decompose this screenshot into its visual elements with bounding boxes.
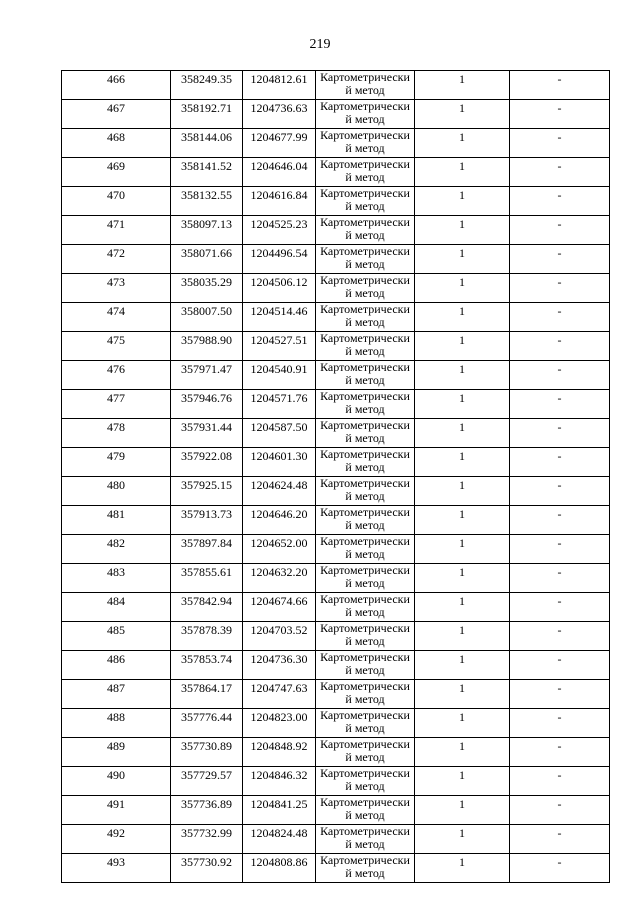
point-number-cell: 467 — [62, 100, 171, 129]
method-cell: Картометрически й метод — [316, 448, 415, 477]
y-coordinate-cell: 1204736.63 — [243, 100, 316, 129]
point-number-cell: 488 — [62, 709, 171, 738]
point-number-cell: 486 — [62, 651, 171, 680]
accuracy-cell: 1 — [415, 651, 510, 680]
x-coordinate-cell: 358071.66 — [171, 245, 243, 274]
table-row — [62, 651, 610, 680]
accuracy-cell: 1 — [415, 245, 510, 274]
description-cell: - — [510, 593, 610, 622]
x-coordinate-cell: 358192.71 — [171, 100, 243, 129]
x-coordinate-cell: 357931.44 — [171, 419, 243, 448]
accuracy-cell: 1 — [415, 709, 510, 738]
method-cell: Картометрически й метод — [316, 245, 415, 274]
description-cell: - — [510, 651, 610, 680]
point-number-cell: 466 — [62, 71, 171, 100]
accuracy-cell: 1 — [415, 332, 510, 361]
y-coordinate-cell: 1204527.51 — [243, 332, 316, 361]
x-coordinate-cell: 358035.29 — [171, 274, 243, 303]
accuracy-cell: 1 — [415, 187, 510, 216]
y-coordinate-cell: 1204616.84 — [243, 187, 316, 216]
table-row — [62, 593, 610, 622]
accuracy-cell: 1 — [415, 622, 510, 651]
description-cell: - — [510, 564, 610, 593]
point-number-cell: 491 — [62, 796, 171, 825]
x-coordinate-cell: 357730.92 — [171, 854, 243, 883]
point-number-cell: 471 — [62, 216, 171, 245]
x-coordinate-cell: 358132.55 — [171, 187, 243, 216]
method-cell: Картометрически й метод — [316, 361, 415, 390]
accuracy-cell: 1 — [415, 564, 510, 593]
x-coordinate-cell: 357853.74 — [171, 651, 243, 680]
y-coordinate-cell: 1204646.20 — [243, 506, 316, 535]
method-cell: Картометрически й метод — [316, 651, 415, 680]
accuracy-cell: 1 — [415, 216, 510, 245]
table-row — [62, 564, 610, 593]
point-number-cell: 479 — [62, 448, 171, 477]
method-cell: Картометрически й метод — [316, 419, 415, 448]
x-coordinate-cell: 357855.61 — [171, 564, 243, 593]
point-number-cell: 475 — [62, 332, 171, 361]
accuracy-cell: 1 — [415, 419, 510, 448]
method-cell: Картометрически й метод — [316, 825, 415, 854]
table-row — [62, 506, 610, 535]
table-row — [62, 187, 610, 216]
y-coordinate-cell: 1204736.30 — [243, 651, 316, 680]
x-coordinate-cell: 358141.52 — [171, 158, 243, 187]
method-cell: Картометрически й метод — [316, 187, 415, 216]
description-cell: - — [510, 361, 610, 390]
description-cell: - — [510, 535, 610, 564]
y-coordinate-cell: 1204587.50 — [243, 419, 316, 448]
description-cell: - — [510, 796, 610, 825]
y-coordinate-cell: 1204841.25 — [243, 796, 316, 825]
x-coordinate-cell: 358097.13 — [171, 216, 243, 245]
method-cell: Картометрически й метод — [316, 564, 415, 593]
method-cell: Картометрически й метод — [316, 100, 415, 129]
description-cell: - — [510, 767, 610, 796]
method-cell: Картометрически й метод — [316, 506, 415, 535]
x-coordinate-cell: 357913.73 — [171, 506, 243, 535]
accuracy-cell: 1 — [415, 767, 510, 796]
method-cell: Картометрически й метод — [316, 332, 415, 361]
point-number-cell: 478 — [62, 419, 171, 448]
y-coordinate-cell: 1204601.30 — [243, 448, 316, 477]
method-cell: Картометрически й метод — [316, 680, 415, 709]
accuracy-cell: 1 — [415, 593, 510, 622]
description-cell: - — [510, 303, 610, 332]
table-row — [62, 361, 610, 390]
description-cell: - — [510, 332, 610, 361]
description-cell: - — [510, 709, 610, 738]
x-coordinate-cell: 357732.99 — [171, 825, 243, 854]
point-number-cell: 481 — [62, 506, 171, 535]
x-coordinate-cell: 357946.76 — [171, 390, 243, 419]
method-cell: Картометрически й метод — [316, 622, 415, 651]
accuracy-cell: 1 — [415, 361, 510, 390]
y-coordinate-cell: 1204747.63 — [243, 680, 316, 709]
table-row — [62, 100, 610, 129]
description-cell: - — [510, 245, 610, 274]
x-coordinate-cell: 357897.84 — [171, 535, 243, 564]
point-number-cell: 490 — [62, 767, 171, 796]
accuracy-cell: 1 — [415, 274, 510, 303]
table-row — [62, 767, 610, 796]
point-number-cell: 474 — [62, 303, 171, 332]
method-cell: Картометрически й метод — [316, 71, 415, 100]
table-row — [62, 158, 610, 187]
table-row — [62, 129, 610, 158]
y-coordinate-cell: 1204496.54 — [243, 245, 316, 274]
y-coordinate-cell: 1204514.46 — [243, 303, 316, 332]
description-cell: - — [510, 448, 610, 477]
point-number-cell: 487 — [62, 680, 171, 709]
table-row — [62, 419, 610, 448]
method-cell: Картометрически й метод — [316, 158, 415, 187]
table-row — [62, 216, 610, 245]
accuracy-cell: 1 — [415, 477, 510, 506]
table-row — [62, 622, 610, 651]
x-coordinate-cell: 357729.57 — [171, 767, 243, 796]
description-cell: - — [510, 622, 610, 651]
description-cell: - — [510, 825, 610, 854]
description-cell: - — [510, 390, 610, 419]
coordinates-table — [61, 70, 610, 883]
y-coordinate-cell: 1204824.48 — [243, 825, 316, 854]
x-coordinate-cell: 357864.17 — [171, 680, 243, 709]
point-number-cell: 480 — [62, 477, 171, 506]
description-cell: - — [510, 274, 610, 303]
x-coordinate-cell: 357776.44 — [171, 709, 243, 738]
point-number-cell: 492 — [62, 825, 171, 854]
accuracy-cell: 1 — [415, 825, 510, 854]
accuracy-cell: 1 — [415, 100, 510, 129]
point-number-cell: 485 — [62, 622, 171, 651]
x-coordinate-cell: 357988.90 — [171, 332, 243, 361]
table-row — [62, 390, 610, 419]
table-row — [62, 796, 610, 825]
method-cell: Картометрически й метод — [316, 477, 415, 506]
x-coordinate-cell: 357925.15 — [171, 477, 243, 506]
accuracy-cell: 1 — [415, 506, 510, 535]
point-number-cell: 489 — [62, 738, 171, 767]
method-cell: Картометрически й метод — [316, 535, 415, 564]
point-number-cell: 483 — [62, 564, 171, 593]
x-coordinate-cell: 357971.47 — [171, 361, 243, 390]
table-row — [62, 825, 610, 854]
table-row — [62, 535, 610, 564]
method-cell: Картометрически й метод — [316, 390, 415, 419]
description-cell: - — [510, 71, 610, 100]
description-cell: - — [510, 680, 610, 709]
x-coordinate-cell: 357878.39 — [171, 622, 243, 651]
point-number-cell: 468 — [62, 129, 171, 158]
table-row — [62, 854, 610, 883]
method-cell: Картометрически й метод — [316, 129, 415, 158]
point-number-cell: 476 — [62, 361, 171, 390]
description-cell: - — [510, 738, 610, 767]
accuracy-cell: 1 — [415, 158, 510, 187]
y-coordinate-cell: 1204808.86 — [243, 854, 316, 883]
accuracy-cell: 1 — [415, 129, 510, 158]
x-coordinate-cell: 357922.08 — [171, 448, 243, 477]
accuracy-cell: 1 — [415, 535, 510, 564]
coordinates-table-body — [62, 71, 610, 883]
y-coordinate-cell: 1204540.91 — [243, 361, 316, 390]
x-coordinate-cell: 357842.94 — [171, 593, 243, 622]
accuracy-cell: 1 — [415, 796, 510, 825]
description-cell: - — [510, 477, 610, 506]
method-cell: Картометрически й метод — [316, 854, 415, 883]
accuracy-cell: 1 — [415, 71, 510, 100]
table-row — [62, 71, 610, 100]
method-cell: Картометрически й метод — [316, 767, 415, 796]
table-row — [62, 477, 610, 506]
description-cell: - — [510, 854, 610, 883]
y-coordinate-cell: 1204525.23 — [243, 216, 316, 245]
accuracy-cell: 1 — [415, 448, 510, 477]
y-coordinate-cell: 1204703.52 — [243, 622, 316, 651]
accuracy-cell: 1 — [415, 680, 510, 709]
point-number-cell: 482 — [62, 535, 171, 564]
description-cell: - — [510, 158, 610, 187]
description-cell: - — [510, 100, 610, 129]
x-coordinate-cell: 358144.06 — [171, 129, 243, 158]
x-coordinate-cell: 358249.35 — [171, 71, 243, 100]
table-row — [62, 245, 610, 274]
table-row — [62, 738, 610, 767]
method-cell: Картометрически й метод — [316, 216, 415, 245]
method-cell: Картометрически й метод — [316, 738, 415, 767]
description-cell: - — [510, 187, 610, 216]
y-coordinate-cell: 1204846.32 — [243, 767, 316, 796]
description-cell: - — [510, 506, 610, 535]
table-row — [62, 274, 610, 303]
table-row — [62, 680, 610, 709]
point-number-cell: 477 — [62, 390, 171, 419]
y-coordinate-cell: 1204624.48 — [243, 477, 316, 506]
y-coordinate-cell: 1204823.00 — [243, 709, 316, 738]
point-number-cell: 470 — [62, 187, 171, 216]
y-coordinate-cell: 1204652.00 — [243, 535, 316, 564]
x-coordinate-cell: 358007.50 — [171, 303, 243, 332]
method-cell: Картометрически й метод — [316, 303, 415, 332]
y-coordinate-cell: 1204677.99 — [243, 129, 316, 158]
x-coordinate-cell: 357730.89 — [171, 738, 243, 767]
accuracy-cell: 1 — [415, 854, 510, 883]
page-number: 219 — [309, 37, 331, 52]
table-row — [62, 303, 610, 332]
method-cell: Картометрически й метод — [316, 274, 415, 303]
table-row — [62, 332, 610, 361]
description-cell: - — [510, 129, 610, 158]
method-cell: Картометрически й метод — [316, 796, 415, 825]
y-coordinate-cell: 1204812.61 — [243, 71, 316, 100]
point-number-cell: 472 — [62, 245, 171, 274]
y-coordinate-cell: 1204674.66 — [243, 593, 316, 622]
point-number-cell: 469 — [62, 158, 171, 187]
method-cell: Картометрически й метод — [316, 593, 415, 622]
point-number-cell: 484 — [62, 593, 171, 622]
method-cell: Картометрически й метод — [316, 709, 415, 738]
accuracy-cell: 1 — [415, 738, 510, 767]
table-row — [62, 709, 610, 738]
description-cell: - — [510, 419, 610, 448]
table-row — [62, 448, 610, 477]
accuracy-cell: 1 — [415, 303, 510, 332]
x-coordinate-cell: 357736.89 — [171, 796, 243, 825]
accuracy-cell: 1 — [415, 390, 510, 419]
description-cell: - — [510, 216, 610, 245]
point-number-cell: 493 — [62, 854, 171, 883]
y-coordinate-cell: 1204848.92 — [243, 738, 316, 767]
y-coordinate-cell: 1204571.76 — [243, 390, 316, 419]
y-coordinate-cell: 1204506.12 — [243, 274, 316, 303]
y-coordinate-cell: 1204646.04 — [243, 158, 316, 187]
y-coordinate-cell: 1204632.20 — [243, 564, 316, 593]
point-number-cell: 473 — [62, 274, 171, 303]
